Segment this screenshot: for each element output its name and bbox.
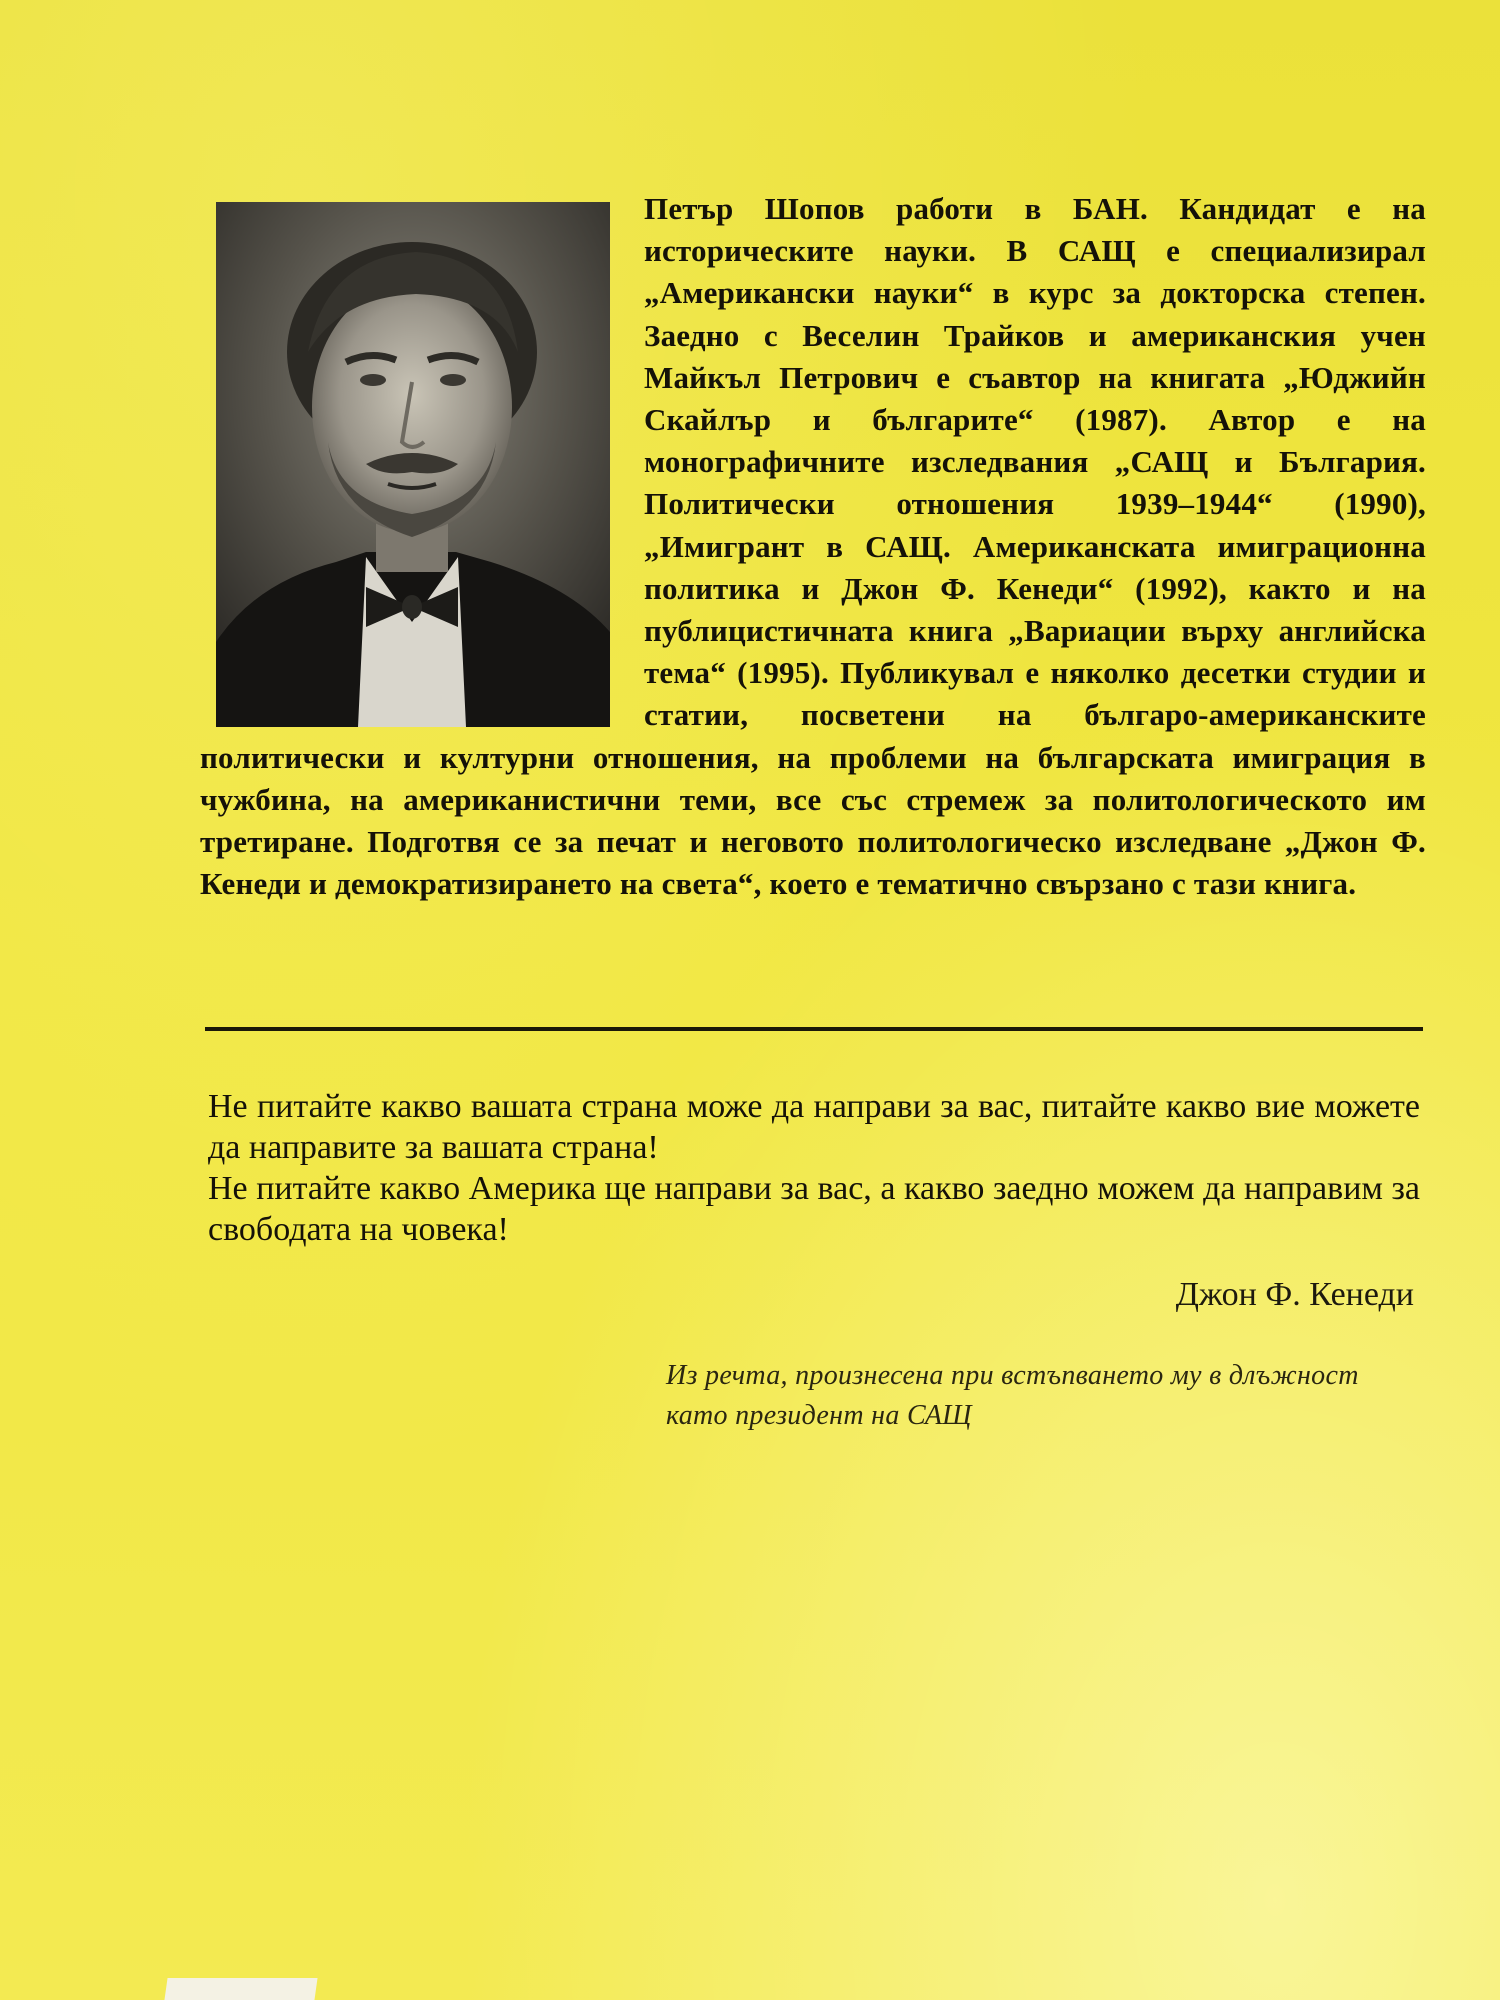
author-portrait-photo: [216, 202, 610, 727]
quote-source: Из речта, произнесена при встъпването му в длъжност като президент на САЩ: [666, 1360, 1359, 1431]
bio-text: Петър Шопов работи в БАН. Кандидат е на историческите науки. В САЩ е специализирал „Американски науки“ в курс за докторска степен. Заедно с Веселин Трайков и американския учен Майкъл Петрович е съавтор на книгата „Юджийн Скайлър и българите“ (1987). Автор е на монографичните изследвания „САЩ и България. Политически отношения 1939–1944“ (1990), „Имигрант в САЩ. Американската имиграционна политика и Джон Ф. Кенеди“ (1992), както и на публицистичната книга „Вариации върху английска тема“ (1995). Публикувал е няколко десетки студии и статии, посветени на българо-американските политически и културни отношения, на проблеми на българската имиграция в чужбина, на американистични теми, все със стремеж за политологическото им третиране. Подготвя се за печат и неговото политологическо изследване „Джон Ф. Кенеди и демократизирането на света“, което е тематично свързано с тази книга.: [200, 191, 1426, 902]
quote-line-2: Не питайте какво Америка ще направи за вас, а какво заедно можем да направим за свободата на човека!: [208, 1170, 1420, 1248]
kennedy-quote: [208, 1086, 1420, 1250]
section-divider: [205, 1027, 1423, 1031]
author-bio-section: [200, 188, 1426, 905]
quote-author: Джон Ф. Кенеди: [1175, 1276, 1414, 1313]
corner-paper-mark: [164, 1978, 317, 2000]
quote-line-1: Не питайте какво вашата страна може да направи за вас, питайте какво вие можете да направите за вашата страна!: [208, 1088, 1420, 1166]
